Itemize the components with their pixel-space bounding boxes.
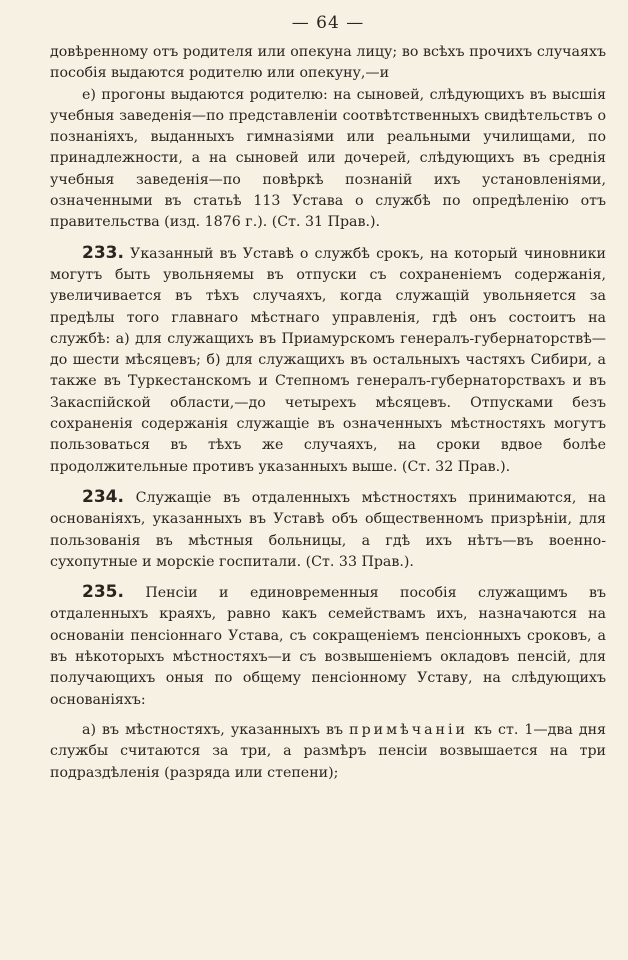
article-234-number: 234.: [82, 486, 124, 507]
article-233-number: 233.: [82, 242, 124, 263]
article-233: [50, 243, 606, 478]
article-235-number: 235.: [82, 582, 124, 603]
item-a-text-end: къ ст. 1—два дня службы считаются за три, а размѣръ пенсіи возвышается на три подраздѣленія (разряда или степени);: [50, 721, 606, 781]
article-234: [50, 487, 606, 573]
paragraph-item-a: [50, 720, 606, 784]
page-number: — 64 —: [291, 13, 365, 33]
article-233-text: Указанный въ Уставѣ о службѣ срокъ, на который чиновники могутъ быть увольняемы въ отпуски съ сохраненіемъ содержанія, увеличивается въ тѣхъ случаяхъ, когда служащій увольняется за предѣлы того главнаго мѣстнаго управленія, гдѣ онъ состоитъ на службѣ: а) для служащихъ въ Приамурскомъ генералъ-губернаторствѣ—до шести мѣсяцевъ; б) для служащихъ въ остальныхъ частяхъ Сибири, а также въ Туркестанскомъ и Степномъ генералъ-губернаторствахъ и въ Закаспійской области,—до четырехъ мѣсяцевъ. Отпусками безъ сохраненія содержанія служащіе въ означенныхъ мѣстностяхъ могутъ пользоваться въ тѣхъ же случаяхъ, на сроки вдвое болѣе продолжительные противъ указанныхъ выше. (Ст. 32 Прав.).: [50, 245, 606, 475]
document-page: [50, 10, 606, 784]
paragraph-item-e: е) прогоны выдаются родителю: на сыновей, слѣдующихъ въ высшія учебныя заведенія—по представленіи соотвѣтственныхъ свидѣтельствъ о познаніяхъ, выданныхъ гимназіями или реальными училищами, по принадлежности, а на сыновей или дочерей, слѣдующихъ въ среднія учебныя заведенія—по повѣркѣ познаній ихъ установленіями, означенными въ статьѣ 113 Устава о службѣ по опредѣленію отъ правительства (изд. 1876 г.). (Ст. 31 Прав.).: [50, 86, 606, 231]
article-235: [50, 582, 606, 711]
item-a-spaced-word: примѣчаніи: [349, 721, 468, 738]
article-234-text: Служащіе въ отдаленныхъ мѣстностяхъ принимаются, на основаніяхъ, указанныхъ въ Уставѣ объ общественномъ призрѣніи, для пользованія въ мѣстныя больницы, а гдѣ ихъ нѣтъ—въ военно-сухопутные и морскіе госпитали. (Ст. 33 Прав.).: [50, 489, 606, 570]
paragraph-continuation: довѣренному отъ родителя или опекуна лицу; во всѣхъ прочихъ случаяхъ пособія выдаются родителю или опекуну,—и: [50, 44, 606, 82]
article-235-text: Пенсіи и единовременныя пособія служащимъ въ отдаленныхъ краяхъ, равно какъ семействамъ ихъ, назначаются на основаніи пенсіоннаго Устава, съ сокращеніемъ пенсіонныхъ сроковъ, а въ нѣкоторыхъ мѣстностяхъ—и съ возвышеніемъ окладовъ пенсій, для получающихъ оныя по общему пенсіонному Уставу, на слѣдующихъ основаніяхъ:: [50, 585, 606, 708]
item-a-text-start: а) въ мѣстностяхъ, указанныхъ въ: [82, 721, 350, 738]
